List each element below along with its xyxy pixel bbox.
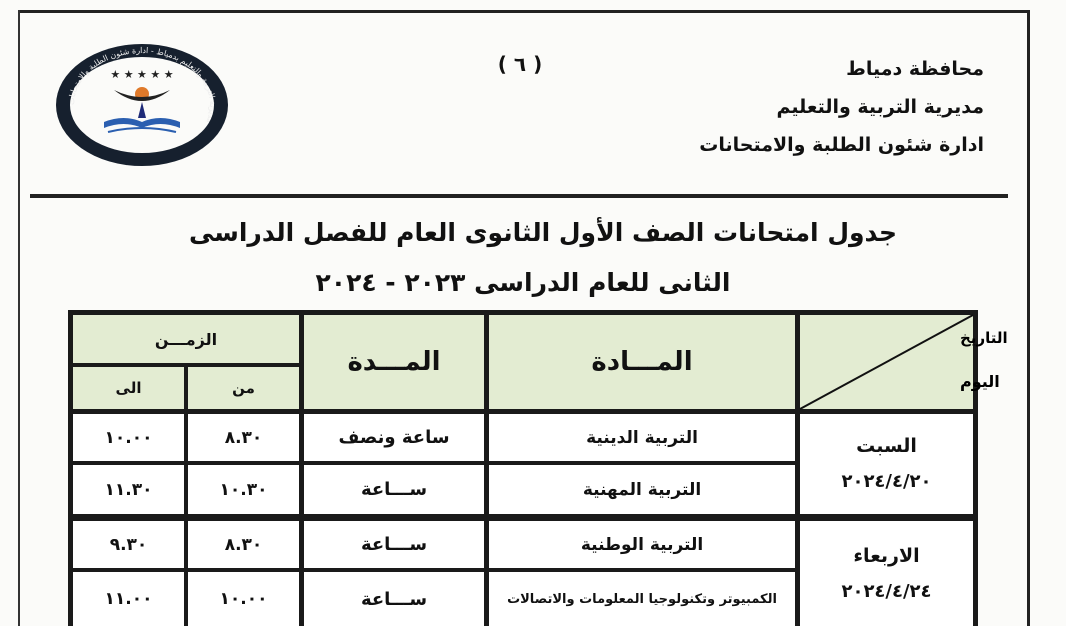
duration-cell: ســـاعة bbox=[304, 572, 484, 626]
subject-cell: التربية المهنية bbox=[489, 465, 795, 514]
from-time-cell: ٨.٣٠ bbox=[188, 521, 299, 568]
to-time-cell: ١٠.٠٠ bbox=[73, 414, 184, 461]
to-header: الى bbox=[73, 367, 184, 409]
directorate-logo bbox=[54, 42, 230, 168]
day-name: السبت bbox=[856, 435, 917, 457]
exam-date: ٢٠٢٤/٤/٢٠ bbox=[841, 471, 932, 492]
subject-header: المـــادة bbox=[489, 315, 795, 409]
date-header-label: التاريخ bbox=[960, 329, 1008, 347]
day-name: الاربعاء bbox=[853, 544, 920, 567]
day-cell bbox=[800, 521, 973, 626]
header-divider bbox=[30, 194, 1008, 198]
exam-schedule-table bbox=[68, 310, 1008, 626]
directorate-label: مديرية التربية والتعليم bbox=[776, 96, 984, 118]
from-time-cell: ١٠.٠٠ bbox=[188, 572, 299, 626]
department-label: ادارة شئون الطلبة والامتحانات bbox=[699, 134, 984, 156]
date-day-header bbox=[800, 315, 1008, 409]
duration-cell: ســـاعة bbox=[304, 465, 484, 514]
schedule-title-line1: جدول امتحانات الصف الأول الثانوى العام للفصل الدراسى bbox=[188, 218, 898, 247]
day-header-label: اليوم bbox=[960, 372, 1000, 391]
logo-ring-text: مديرية التربية والتعليم بدمياط - ادارة شئون الطلبة والامتحانات bbox=[66, 45, 218, 125]
duration-header: المـــدة bbox=[304, 315, 484, 409]
time-header: الزمـــن bbox=[73, 315, 299, 363]
from-time-cell: ٨.٣٠ bbox=[188, 414, 299, 461]
governorate-label: محافظة دمياط bbox=[846, 58, 984, 80]
day-cell bbox=[800, 414, 973, 514]
to-time-cell: ٩.٣٠ bbox=[73, 521, 184, 568]
subject-cell: الكمبيوتر وتكنولوجيا المعلومات والاتصالات bbox=[489, 572, 795, 626]
duration-cell: ســـاعة bbox=[304, 521, 484, 568]
from-header: من bbox=[188, 367, 299, 409]
logo-stars: ★ ★ ★ ★ ★ bbox=[110, 68, 174, 81]
page-number: ( ٦ ) bbox=[497, 52, 543, 76]
to-time-cell: ١١.٣٠ bbox=[73, 465, 184, 514]
to-time-cell: ١١.٠٠ bbox=[73, 572, 184, 626]
from-time-cell: ١٠.٣٠ bbox=[188, 465, 299, 514]
page-border-right bbox=[1027, 10, 1030, 626]
letterhead bbox=[699, 50, 984, 164]
exam-date: ٢٠٢٤/٤/٢٤ bbox=[841, 580, 932, 602]
page-border-left bbox=[18, 10, 20, 626]
duration-cell: ساعة ونصف bbox=[304, 414, 484, 461]
subject-cell: التربية الوطنية bbox=[489, 521, 795, 568]
subject-cell: التربية الدينية bbox=[489, 414, 795, 461]
page-border-top bbox=[18, 10, 1030, 13]
schedule-title-line2: الثانى للعام الدراسى ٢٠٢٣ - ٢٠٢٤ bbox=[315, 268, 731, 297]
